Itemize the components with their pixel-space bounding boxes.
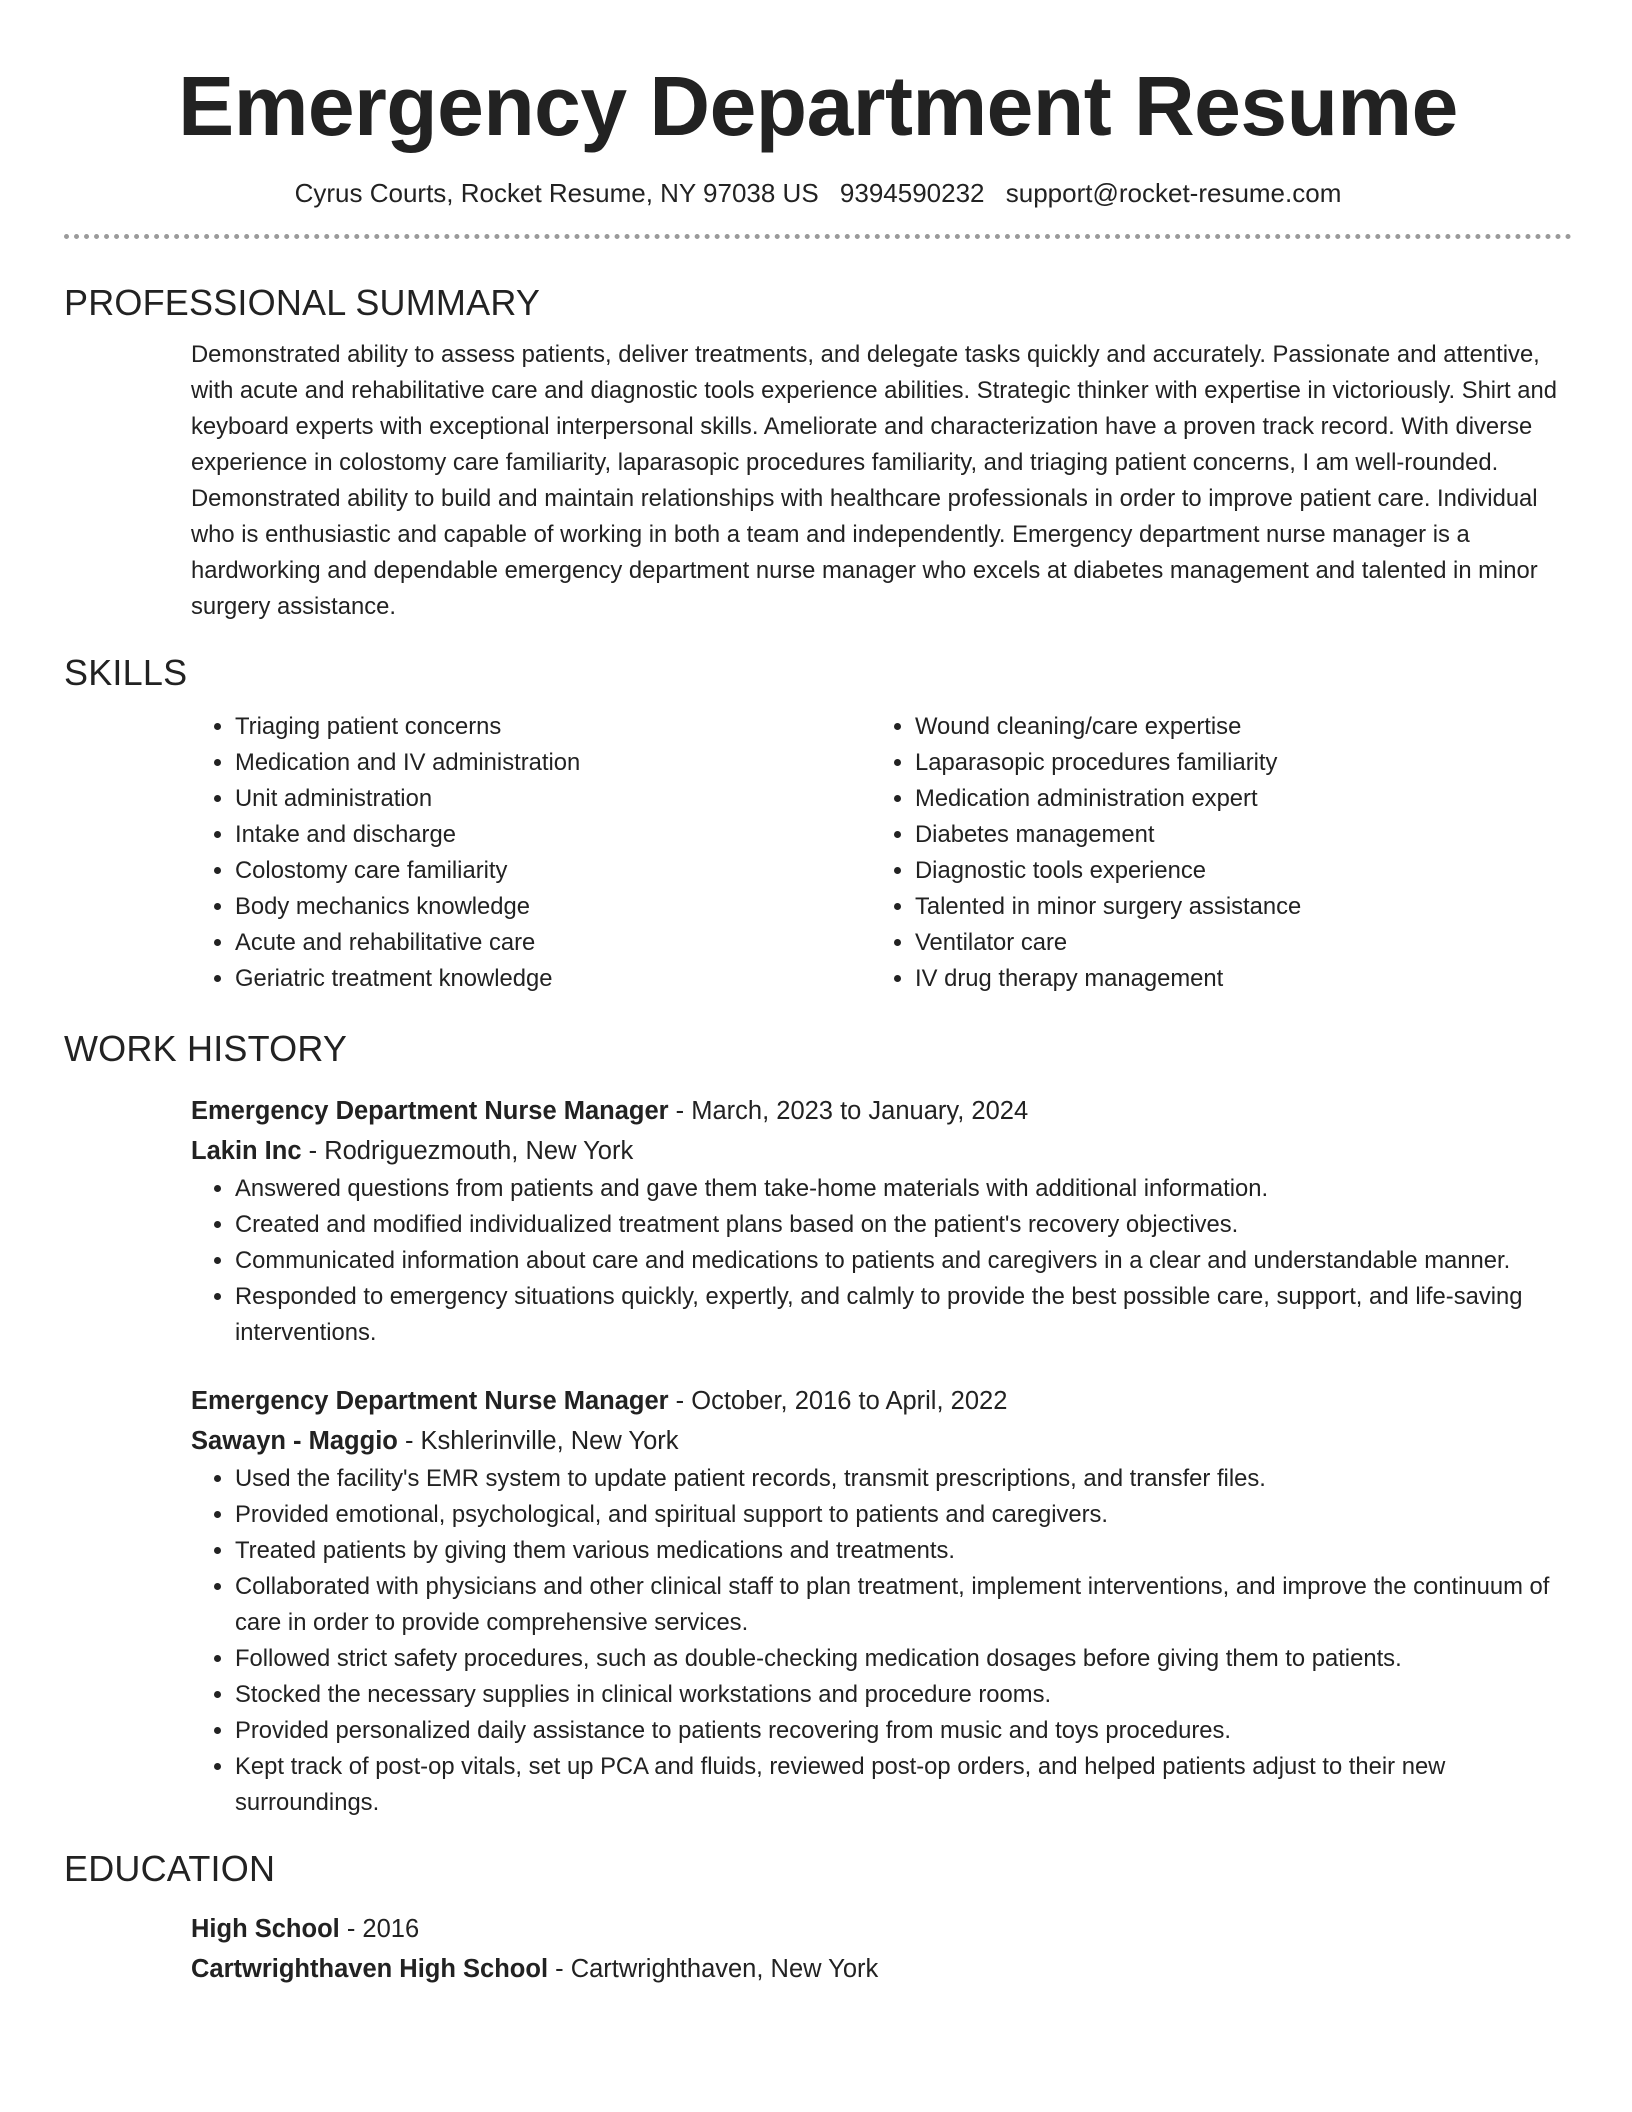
skill-item: • Geriatric treatment knowledge [235, 961, 871, 997]
job-duty: • Treated patients by giving them various medications and treatments. [235, 1533, 1572, 1569]
job-duty: • Communicated information about care and medications to patients and caregivers in a clear and understandable manner. [235, 1243, 1572, 1279]
skills-heading: SKILLS [64, 652, 188, 693]
education-year: - 2016 [339, 1915, 420, 1943]
skill-item: • Medication and IV administration [235, 745, 871, 781]
job-location: - Rodriguezmouth, New York [301, 1137, 634, 1165]
summary-heading: PROFESSIONAL SUMMARY [64, 282, 541, 323]
contact-email: support@rocket-resume.com [1005, 178, 1342, 208]
skill-item: • Diabetes management [915, 817, 1551, 853]
work-history-heading: WORK HISTORY [64, 1028, 348, 1069]
job-duty: • Kept track of post-op vitals, set up PCA and fluids, reviewed post-op orders, and helped patients adjust to their new surroundings. [235, 1749, 1572, 1821]
skill-item: • Acute and rehabilitative care [235, 925, 871, 961]
skills-list-left [191, 709, 871, 997]
skill-item: • Medication administration expert [915, 781, 1551, 817]
contact-line [64, 176, 1572, 210]
skill-item: • Colostomy care familiarity [235, 853, 871, 889]
resume-page [64, 0, 1572, 1989]
skills-section [64, 651, 1572, 997]
header-divider [64, 234, 1572, 239]
job-duty: • Followed strict safety procedures, such as double-checking medication dosages before giving them to patients. [235, 1641, 1572, 1677]
education-entry [191, 1909, 1572, 1989]
education-degree-line [191, 1909, 1572, 1949]
job-dates: - March, 2023 to January, 2024 [668, 1097, 1029, 1125]
job-duty: • Stocked the necessary supplies in clinical workstations and procedure rooms. [235, 1677, 1572, 1713]
job-entry [191, 1381, 1572, 1821]
job-duties-list [191, 1461, 1572, 1821]
job-duty: • Used the facility's EMR system to update patient records, transmit prescriptions, and transfer files. [235, 1461, 1572, 1497]
job-dates: - October, 2016 to April, 2022 [668, 1387, 1008, 1415]
contact-phone: 9394590232 [839, 178, 985, 208]
job-role: Emergency Department Nurse Manager [191, 1387, 669, 1415]
skill-item: • Diagnostic tools experience [915, 853, 1551, 889]
job-company: Sawayn - Maggio [191, 1427, 398, 1455]
skill-item: • Talented in minor surgery assistance [915, 889, 1551, 925]
skill-item: • Body mechanics knowledge [235, 889, 871, 925]
skill-item: • Intake and discharge [235, 817, 871, 853]
job-duty: • Answered questions from patients and gave them take-home materials with additional information. [235, 1171, 1572, 1207]
job-duty: • Responded to emergency situations quickly, expertly, and calmly to provide the best possible care, support, and life-saving interventions. [235, 1279, 1572, 1351]
skill-item: • Laparasopic procedures familiarity [915, 745, 1551, 781]
skill-item: • Unit administration [235, 781, 871, 817]
skills-column-left [191, 709, 871, 997]
job-company: Lakin Inc [191, 1137, 302, 1165]
education-degree: High School [191, 1915, 340, 1943]
summary-text: Demonstrated ability to assess patients, deliver treatments, and delegate tasks quickly and accurately. Passionate and attentive, with acute and rehabilitative care and diagnostic tools experience abilities. Strategic thinker with expertise in victoriously. Shirt and keyboard experts with exceptional interpersonal skills. Ameliorate and characterization have a proven track record. With diverse experience in colostomy care familiarity, laparasopic procedures familiarity, and triaging patient concerns, I am well-rounded. Demonstrated ability to build and maintain relationships with healthcare professionals in order to improve patient care. Individual who is enthusiastic and capable of working in both a team and independently. Emergency department nurse manager is a hardworking and dependable emergency department nurse manager who excels at diabetes management and talented in minor surgery assistance. [191, 341, 1557, 620]
resume-title: Emergency Department Resume [178, 59, 1458, 153]
job-duty: • Provided emotional, psychological, and spiritual support to patients and caregivers. [235, 1497, 1572, 1533]
skill-item: • IV drug therapy management [915, 961, 1551, 997]
skill-item: • Wound cleaning/care expertise [915, 709, 1551, 745]
job-title-line [191, 1091, 1572, 1131]
education-heading: EDUCATION [64, 1848, 276, 1889]
education-location: - Cartwrighthaven, New York [548, 1955, 879, 1983]
skills-list-right [871, 709, 1551, 997]
education-section [64, 1847, 1572, 1989]
skills-grid [191, 709, 1572, 997]
job-location: - Kshlerinville, New York [397, 1427, 679, 1455]
company-line [191, 1421, 1572, 1461]
skills-column-right [871, 709, 1551, 997]
job-duty: • Collaborated with physicians and other clinical staff to plan treatment, implement interventions, and improve the continuum of care in order to provide comprehensive services. [235, 1569, 1572, 1641]
education-school-line [191, 1949, 1572, 1989]
job-duty: • Created and modified individualized treatment plans based on the patient's recovery objectives. [235, 1207, 1572, 1243]
skill-item: • Ventilator care [915, 925, 1551, 961]
job-duties-list [191, 1171, 1572, 1351]
company-line [191, 1131, 1572, 1171]
skill-item: • Triaging patient concerns [235, 709, 871, 745]
job-entry [191, 1091, 1572, 1351]
contact-address: Cyrus Courts, Rocket Resume, NY 97038 US [294, 178, 819, 208]
summary-section [64, 281, 1572, 625]
job-title-line [191, 1381, 1572, 1421]
job-duty: • Provided personalized daily assistance to patients recovering from music and toys procedures. [235, 1713, 1572, 1749]
job-role: Emergency Department Nurse Manager [191, 1097, 669, 1125]
work-history-section [64, 1027, 1572, 1821]
education-school: Cartwrighthaven High School [191, 1955, 549, 1983]
